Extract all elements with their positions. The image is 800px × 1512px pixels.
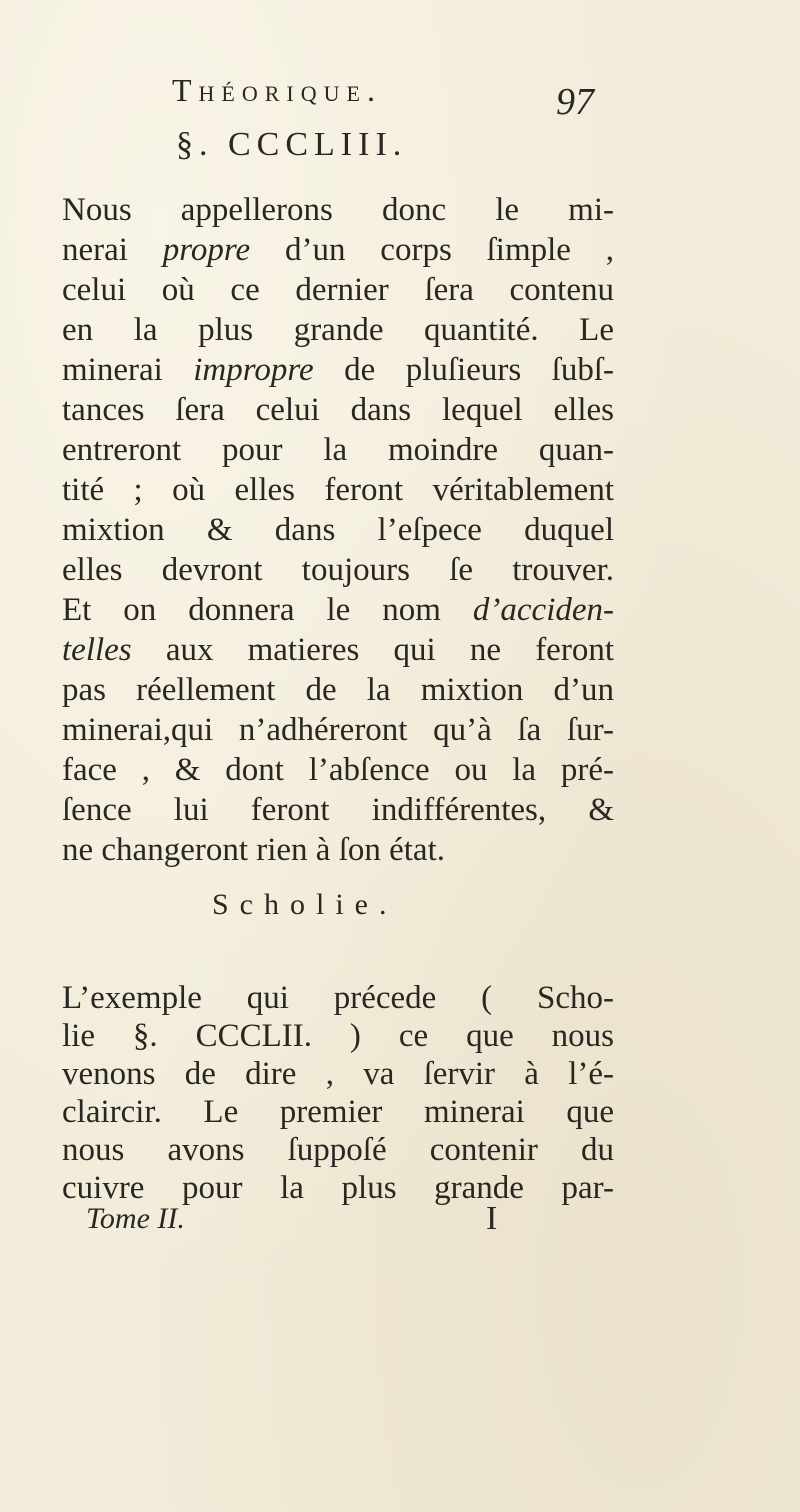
running-head: Théorique. [172, 72, 382, 108]
body-line: cuivre pour la plus grande par- [62, 1170, 614, 1206]
body-line: venons de dire , va ſervir à l’é- [62, 1056, 614, 1092]
body-line: tances ſera celui dans lequel elles [62, 392, 614, 428]
body-line: nerai propre d’un corps ſimple , [62, 232, 614, 268]
body-line: pas réellement de la mixtion d’un [62, 672, 614, 708]
body-line: en la plus grande quantité. Le [62, 312, 614, 348]
body-line: entreront pour la moindre quan- [62, 432, 614, 468]
volume-label: Tome II. [86, 1202, 185, 1235]
body-line: telles aux matieres qui ne feront [62, 632, 614, 668]
body-line: ne changeront rien à ſon état. [62, 832, 445, 868]
page-number: 97 [556, 81, 594, 123]
body-line: nous avons ſuppoſé contenir du [62, 1132, 614, 1168]
emphasis: d’acciden- [472, 592, 614, 628]
body-line: ſence lui feront indifférentes, & [62, 792, 614, 828]
body-line: elles devront toujours ſe trouver. [62, 552, 614, 588]
scholie-heading: Scholie. [212, 888, 398, 921]
body-line: minerai,qui n’adhéreront qu’à ſa ſur- [62, 712, 614, 748]
body-line: claircir. Le premier minerai que [62, 1094, 614, 1130]
emphasis: propre [162, 232, 251, 268]
body-line: L’exemple qui précede ( Scho- [62, 980, 614, 1016]
body-line: mixtion & dans l’eſpece duquel [62, 512, 614, 548]
section-heading: §. CCCLIII. [176, 126, 408, 163]
body-line: tité ; où elles feront véritablement [62, 472, 614, 508]
emphasis: telles [62, 632, 132, 668]
body-line: Et on donnera le nom d’acciden- [62, 592, 614, 628]
signature-mark: I [486, 1200, 498, 1237]
emphasis: impropre [193, 352, 314, 388]
body-line: minerai impropre de pluſieurs ſubſ- [62, 352, 614, 388]
body-line: lie §. CCCLII. ) ce que nous [62, 1018, 614, 1054]
body-line: Nous appellerons donc le mi- [62, 192, 614, 228]
body-line: celui où ce dernier ſera contenu [62, 272, 614, 308]
body-line: face , & dont l’abſence ou la pré- [62, 752, 614, 788]
